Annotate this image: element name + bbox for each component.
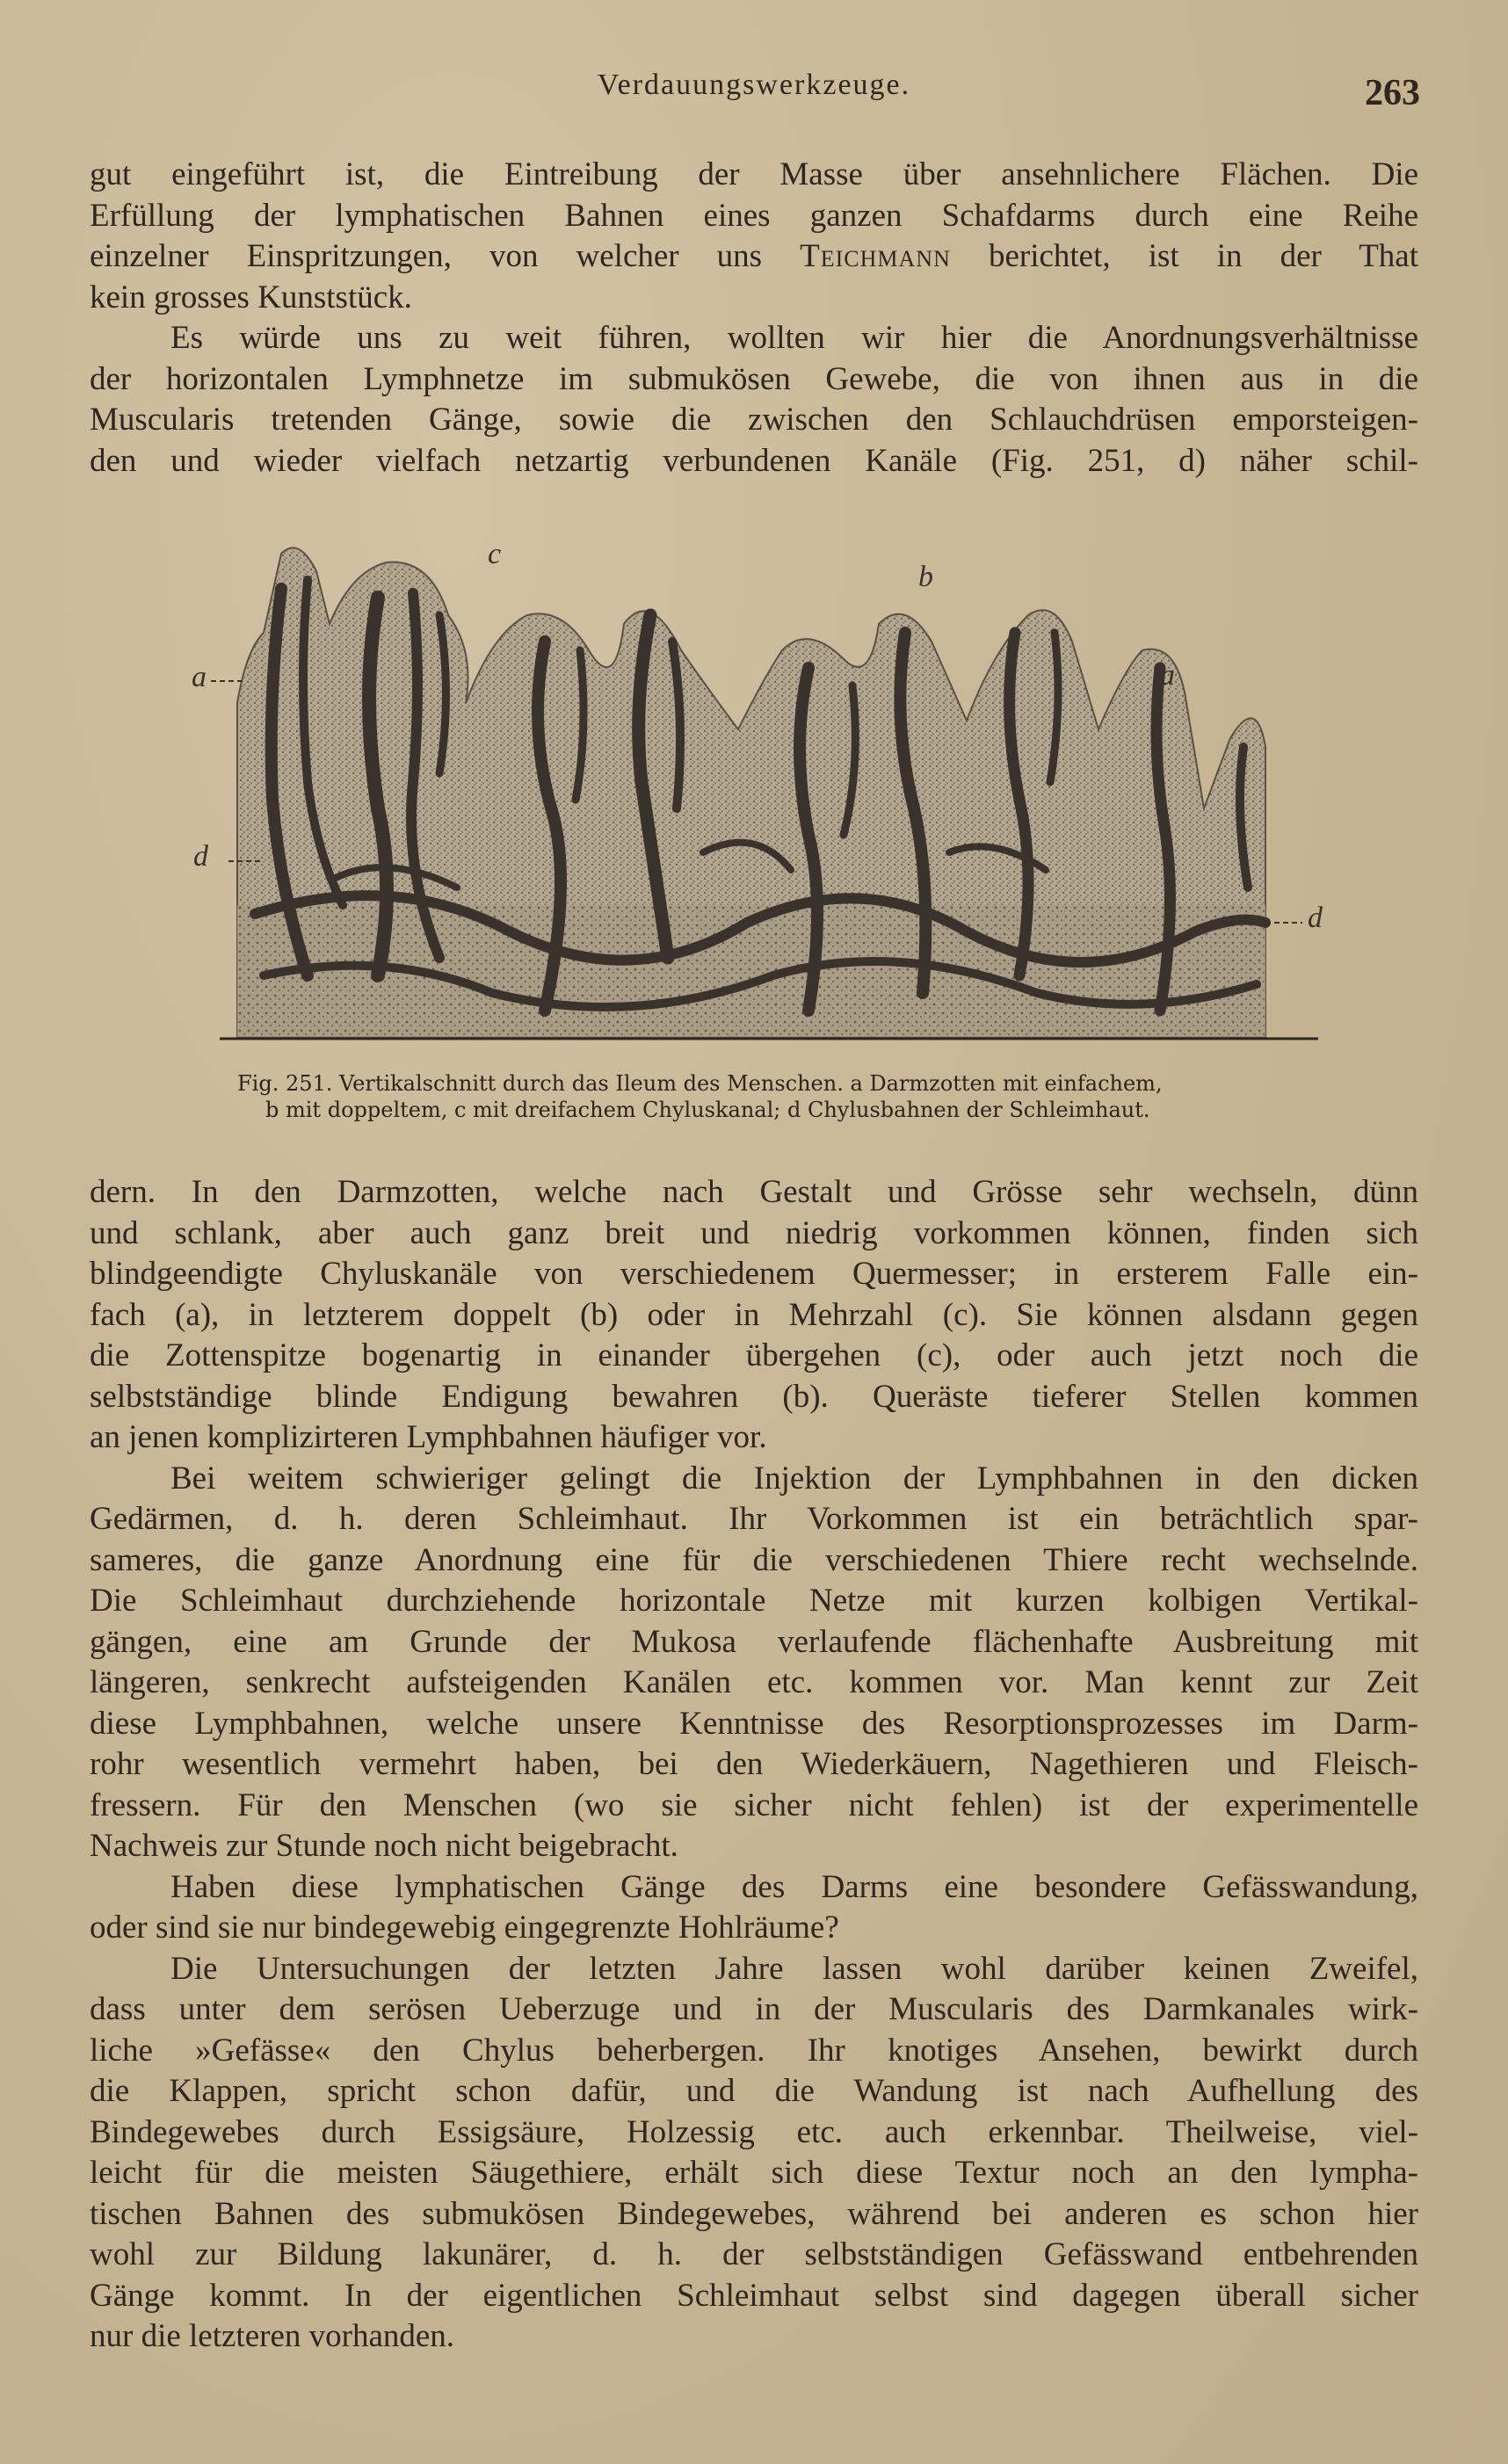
text-line: rohr wesentlich vermehrt haben, bei den Wiederkäuern, Nagethieren und Fleisch-	[90, 1746, 1418, 1782]
text-line: der horizontalen Lymphnetze im submukösen Gewebe, die von ihnen aus in die	[90, 360, 1418, 397]
text-line: Muscularis tretenden Gänge, sowie die zwischen den Schlauchdrüsen emporsteigen-	[90, 402, 1418, 438]
text-line: Die Untersuchungen der letzten Jahre lassen wohl darüber keinen Zweifel,	[170, 1950, 1418, 1987]
text-line: wohl zur Bildung lakunärer, d. h. der selbstständigen Gefässwand entbehrenden	[90, 2236, 1418, 2272]
text-line: gängen, eine am Grunde der Mukosa verlaufende flächenhafte Ausbreitung mit	[90, 1623, 1418, 1660]
text-line: den und wieder vielfach netzartig verbundenen Kanäle (Fig. 251, d) näher schil-	[90, 442, 1418, 479]
figure-label-d-right: d	[1308, 902, 1323, 934]
text-fragment: berichtet, ist in der That	[988, 238, 1419, 274]
text-line: kein grosses Kunststück.	[90, 279, 412, 315]
text-line: und schlank, aber auch ganz breit und niedrig vorkommen können, finden sich	[90, 1214, 1418, 1251]
caption-line: b mit doppeltem, c mit dreifachem Chyluskanal; d Chylusbahnen der Schleimhaut.	[265, 1098, 1150, 1122]
author-name: Teichmann	[800, 238, 951, 274]
text-line: Bindegewebes durch Essigsäure, Holzessig etc. auch erkennbar. Theilweise, viel-	[90, 2113, 1418, 2150]
text-line: gut eingeführt ist, die Eintreibung der Masse über ansehnlichere Flächen. Die	[90, 156, 1418, 192]
text-line: Gedärmen, d. h. deren Schleimhaut. Ihr Vorkommen ist ein beträchtlich spar-	[90, 1501, 1418, 1537]
text-line: an jenen komplizirteren Lymphbahnen häufiger vor.	[90, 1419, 767, 1455]
text-line: dass unter dem serösen Ueberzuge und in der Muscularis des Darmkanales wirk-	[90, 1991, 1418, 2027]
figure-label-a-right: a	[1160, 659, 1175, 692]
figure-caption	[237, 1070, 1274, 1123]
text-block-bottom	[90, 1172, 1418, 2358]
text-line: tischen Bahnen des submukösen Bindegewebes, während bei anderen es schon hier	[90, 2195, 1418, 2232]
text-line: fressern. Für den Menschen (wo sie sicher nicht fehlen) ist der experimentelle	[90, 1786, 1418, 1823]
page-number: 263	[1365, 73, 1420, 113]
text-line: sameres, die ganze Anordnung eine für die verschiedenen Thiere recht wechselnde.	[90, 1541, 1418, 1578]
text-line: Gänge kommt. In der eigentlichen Schleimhaut selbst sind dagegen überall sicher	[90, 2277, 1418, 2314]
text-line: Erfüllung der lymphatischen Bahnen eines ganzen Schafdarms durch eine Reihe	[90, 197, 1418, 234]
text-line: Es würde uns zu weit führen, wollten wir hier die Anordnungsverhältnisse	[170, 320, 1418, 356]
text-fragment: einzelner Einspritzungen, von welcher uns	[90, 238, 763, 274]
text-line: längeren, senkrecht aufsteigenden Kanälen etc. kommen vor. Man kennt zur Zeit	[90, 1664, 1418, 1700]
figure-251	[176, 518, 1336, 1054]
text-line: oder sind sie nur bindegewebig eingegrenzte Hohlräume?	[90, 1910, 839, 1946]
figure-label-d-left: d	[193, 840, 208, 873]
running-head: Verdauungswerkzeuge.	[597, 69, 911, 101]
text-block-top	[90, 155, 1418, 482]
text-line	[90, 236, 1418, 278]
text-line: liche »Gefässe« den Chylus beherbergen. Ihr knotiges Ansehen, bewirkt durch	[90, 2032, 1418, 2069]
text-line: dern. In den Darmzotten, welche nach Gestalt und Grösse sehr wechseln, dünn	[90, 1174, 1418, 1210]
figure-label-b: b	[918, 561, 933, 593]
text-line: Bei weitem schwieriger gelingt die Injektion der Lymphbahnen in den dicken	[170, 1460, 1418, 1497]
histology-illustration	[176, 518, 1336, 1054]
text-line: selbstständige blinde Endigung bewahren (b). Queräste tieferer Stellen kommen	[90, 1378, 1418, 1415]
text-line: Die Schleimhaut durchziehende horizontale Netze mit kurzen kolbigen Vertikal-	[90, 1583, 1418, 1619]
figure-label-a-left: a	[192, 661, 207, 693]
text-line: die Klappen, spricht schon dafür, und die Wandung ist nach Aufhellung des	[90, 2073, 1418, 2109]
caption-line: Fig. 251. Vertikalschnitt durch das Ileum des Menschen. a Darmzotten mit einfachem,	[237, 1071, 1163, 1096]
text-line: die Zottenspitze bogenartig in einander übergehen (c), oder auch jetzt noch die	[90, 1337, 1418, 1373]
text-line: Haben diese lymphatischen Gänge des Darms eine besondere Gefässwandung,	[170, 1868, 1418, 1905]
text-line: blindgeendigte Chyluskanäle von verschiedenem Quermesser; in ersterem Falle ein-	[90, 1256, 1418, 1292]
page-header	[0, 69, 1508, 121]
text-line: diese Lymphbahnen, welche unsere Kenntnisse des Resorptionsprozesses im Darm-	[90, 1705, 1418, 1742]
text-line: nur die letzteren vorhanden.	[90, 2318, 455, 2354]
text-line: Nachweis zur Stunde noch nicht beigebracht.	[90, 1828, 678, 1864]
text-line: fach (a), in letzterem doppelt (b) oder in Mehrzahl (c). Sie können alsdann gegen	[90, 1296, 1418, 1333]
figure-label-c: c	[488, 538, 502, 570]
text-line: leicht für die meisten Säugethiere, erhält sich diese Textur noch an den lympha-	[90, 2155, 1418, 2191]
